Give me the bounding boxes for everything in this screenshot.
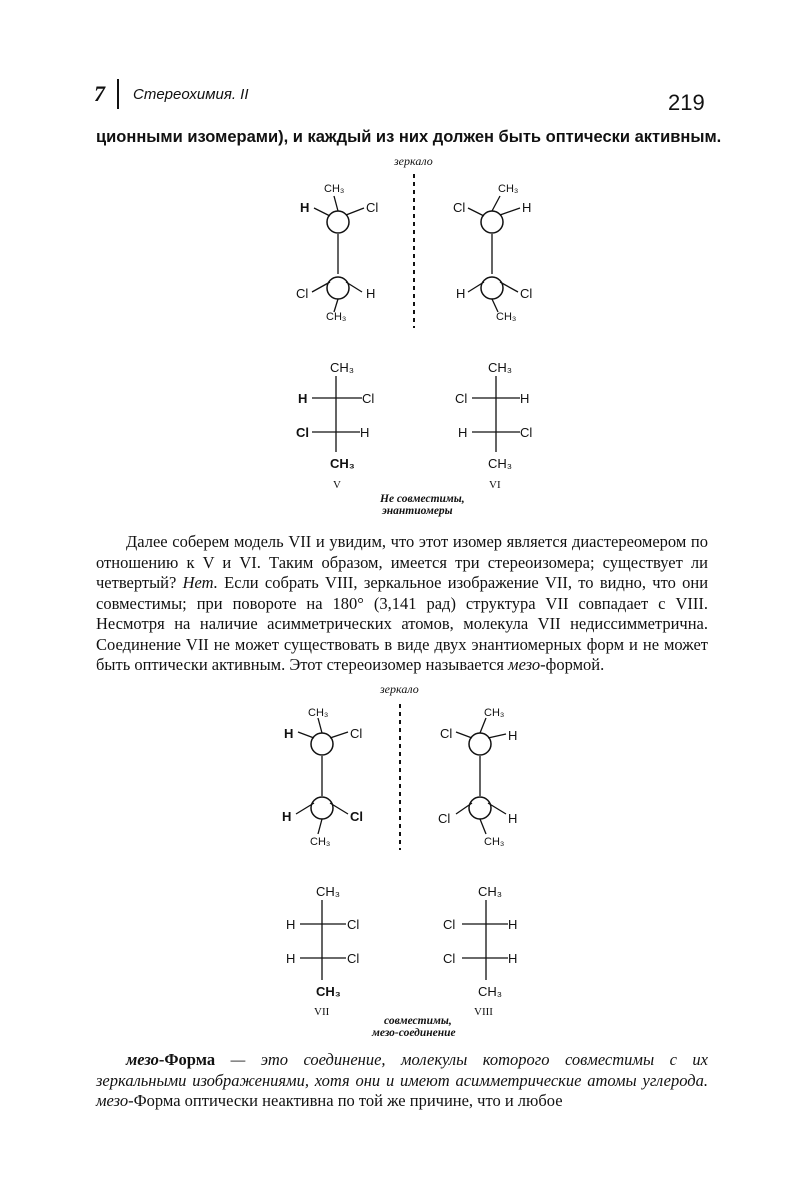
fischer-vii [286,884,359,1018]
label-ch3: CH₃ [484,707,505,719]
fischer-v [296,360,374,491]
definition-paragraph [96,1050,708,1112]
label-ch3: CH₃ [488,456,513,471]
atom-circle [481,211,503,233]
definition-meso-2: мезо [96,1091,129,1110]
paragraph-italic-net: Нет. [182,573,218,592]
compound-label-vii: VII [314,1006,330,1018]
paragraph-part-3: -формой. [540,655,605,674]
label-cl: Cl [296,425,309,440]
atom-circle [311,733,333,755]
mirror-label: зеркало [394,154,433,168]
definition-rest: -Форма оптически неактивна по той же причине, что и любое [128,1091,563,1110]
label-h: H [300,200,310,215]
label-ch3: CH₃ [478,984,503,999]
label-h: H [508,811,518,826]
label-cl: Cl [520,286,533,301]
model-left [282,707,363,848]
label-cl: Cl [350,726,363,741]
label-ch3: CH₃ [324,183,345,195]
label-ch3: CH₃ [330,360,355,375]
figure-meso-svg [0,678,790,1038]
fischer-vi [455,360,532,491]
label-ch3: CH₃ [488,360,513,375]
label-ch3: CH₃ [496,311,517,323]
definition-lead-italic: мезо [126,1050,159,1069]
chapter-number: 7 [94,81,105,106]
label-h: H [508,917,518,932]
label-h: H [360,425,370,440]
chapter-title: Стереохимия. II [133,85,249,103]
figure-enantiomers [0,150,790,520]
label-cl: Cl [443,917,456,932]
note-line-1: совместимы, [384,1015,452,1027]
label-cl: Cl [443,951,456,966]
label-ch3: CH₃ [316,884,341,899]
fischer-viii [443,884,517,1018]
paragraph-part-2: Если собрать VIII, зеркальное изображение VII, то видно, что они совместимы; при повороте на 180° (3,141 рад) структура VII совпадает с VIII. Несмотря на наличие асимметрических атомов, молекула VII недиссимметрична. Соединение VII не может существовать в виде двух энантиомерных форм и не может быть оптически активным. Этот стереоизомер называется [96,573,709,674]
label-ch3: CH₃ [326,311,347,323]
header-rule [117,79,119,109]
note-line-2: энантиомеры [382,505,453,517]
figure-enantiomers-svg [0,150,790,520]
model-left [296,183,378,323]
label-h: H [282,809,292,824]
atom-circle [469,797,491,819]
label-cl: Cl [455,391,468,406]
label-ch3: CH₃ [310,836,331,848]
label-h: H [522,200,532,215]
atom-circle [481,277,503,299]
label-cl: Cl [347,951,360,966]
model-right [438,707,517,848]
compound-label-v: V [333,479,341,491]
definition-lead-rest: -Форма [158,1050,216,1069]
label-h: H [520,391,530,406]
label-cl: Cl [350,809,363,824]
label-h: H [458,425,468,440]
label-h: H [508,951,518,966]
label-ch3: CH₃ [498,183,519,195]
label-cl: Cl [520,425,533,440]
label-cl: Cl [438,811,451,826]
paragraph-part-1: Далее соберем модель VII и увидим, что этот изомер является диастереомером по отношению к V и VI. Таким образом, имеется три стереоизомера; существует ли четвертый? [96,532,708,592]
label-ch3: CH₃ [316,984,341,999]
compound-label-vi: VI [489,479,501,491]
label-cl: Cl [440,726,453,741]
label-h: H [456,286,466,301]
label-ch3: CH₃ [478,884,503,899]
page-number: 219 [668,90,705,115]
label-h: H [286,917,296,932]
running-head [94,78,249,110]
paragraph-italic-meso: мезо [508,655,541,674]
mirror-label: зеркало [380,682,419,696]
label-cl: Cl [453,200,466,215]
label-ch3: CH₃ [308,707,329,719]
note-line-2: мезо-соединение [372,1027,456,1038]
label-ch3: CH₃ [484,836,505,848]
atom-circle [327,211,349,233]
label-cl: Cl [362,391,375,406]
model-right [453,183,532,323]
label-cl: Cl [296,286,309,301]
label-cl: Cl [347,917,360,932]
label-ch3: CH₃ [330,456,355,471]
label-h: H [298,391,308,406]
definition-italic-text: — это соединение, молекулы которого совместимы с их зеркальными изображениями, хотя они и имеют асимметрические атомы углерода. [96,1050,708,1090]
atom-circle [311,797,333,819]
label-h: H [284,726,294,741]
figure-meso [0,678,790,1038]
atom-circle [327,277,349,299]
top-text-line: ционными изомерами), и каждый из них должен быть оптически активным. [96,128,722,146]
label-h: H [508,728,518,743]
body-paragraph [96,532,708,676]
compound-label-viii: VIII [474,1006,493,1018]
label-h: H [286,951,296,966]
label-cl: Cl [366,200,379,215]
note-line-1: Не совместимы, [380,493,465,505]
label-h: H [366,286,376,301]
atom-circle [469,733,491,755]
